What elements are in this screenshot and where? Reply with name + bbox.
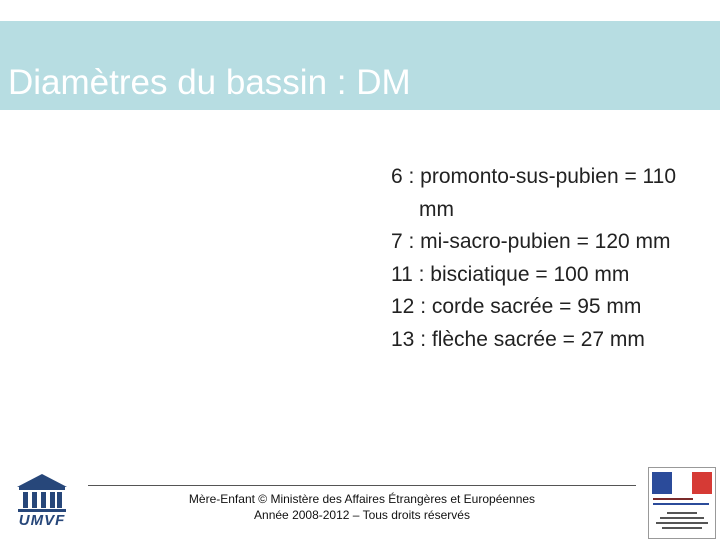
list-item: 13 : flèche sacrée = 27 mm bbox=[391, 327, 645, 351]
list-item: 6 : promonto-sus-pubien = 110 mm bbox=[391, 165, 677, 221]
umvf-wordmark: UMVF bbox=[18, 512, 66, 529]
footer-copyright: Mère-Enfant © Ministère des Affaires Étrangères et Européennes bbox=[188, 492, 536, 506]
french-flag-icon bbox=[652, 472, 712, 494]
slide-title: Diamètres du bassin : DM bbox=[8, 63, 411, 102]
umvf-logo bbox=[13, 470, 71, 530]
list-item: 12 : corde sacrée = 95 mm bbox=[391, 295, 642, 318]
footer-years: Année 2008-2012 – Tous droits réservés bbox=[254, 508, 470, 522]
ministry-logo bbox=[648, 467, 716, 539]
list-item: 7 : mi-sacro-pubien = 120 mm bbox=[391, 230, 671, 253]
footer bbox=[88, 491, 636, 523]
list-item: 11 : bisciatique = 100 mm bbox=[391, 262, 630, 286]
building-icon bbox=[13, 470, 71, 514]
footer-divider bbox=[88, 485, 636, 486]
measurement-list bbox=[391, 161, 711, 356]
